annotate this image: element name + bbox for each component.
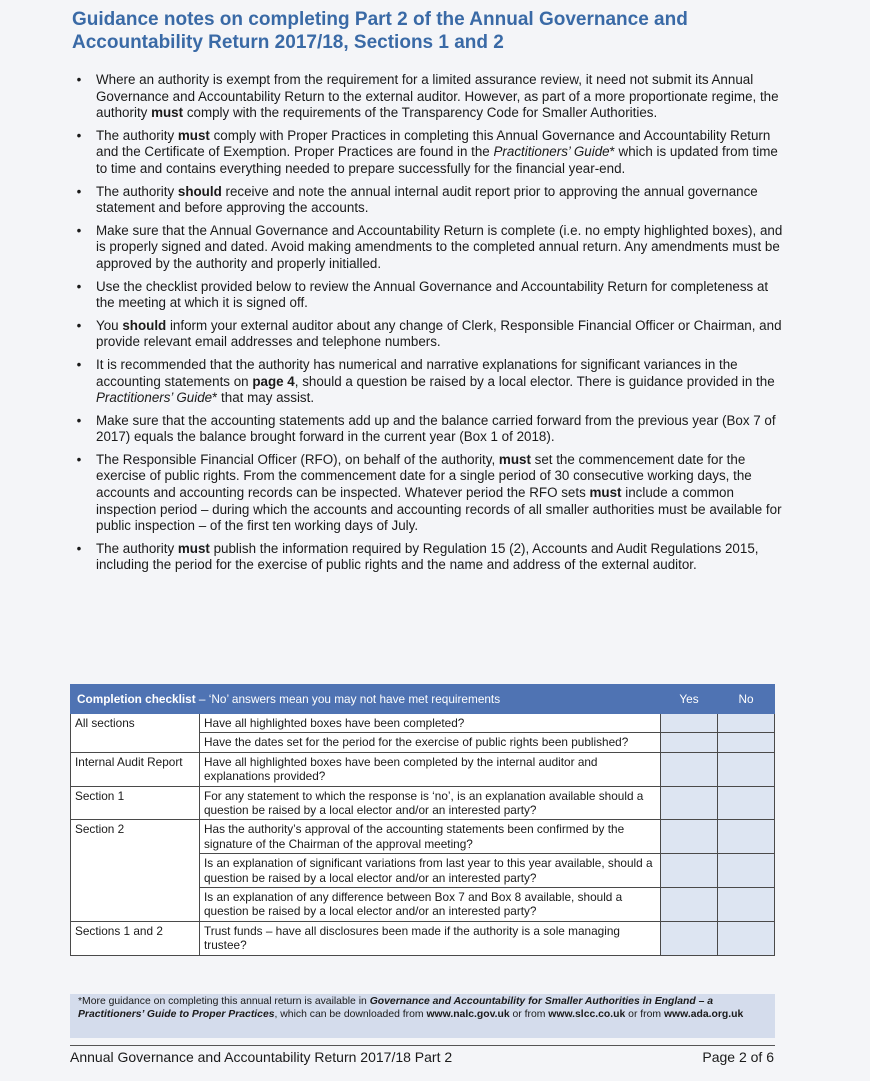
bullet-icon: •: [76, 183, 82, 199]
text-segment: Practitioners’ Guide: [493, 144, 610, 160]
text-segment: It is recommended that the authority has numerical and narrative explanations for significant variances in the accounting statements on: [96, 356, 738, 389]
checklist-yes-box[interactable]: [661, 888, 718, 922]
text-segment: The authority: [96, 183, 178, 199]
bullet-icon: •: [76, 540, 82, 556]
text-segment: * that may assist.: [212, 390, 315, 406]
text-segment: , should a question be raised by a local elector. There is guidance provided in the: [294, 373, 775, 389]
checklist-yes-box[interactable]: [661, 786, 718, 820]
checklist-row: [71, 714, 775, 733]
checklist-no-box[interactable]: [718, 888, 775, 922]
checklist-question: Trust funds – have all disclosures been made if the authority is a sole managing trustee?: [200, 921, 661, 955]
checklist-no-box[interactable]: [718, 714, 775, 733]
checklist-header: [71, 685, 661, 714]
checklist-no-box[interactable]: [718, 786, 775, 820]
text-segment: must: [151, 105, 184, 121]
checklist-question: Is an explanation of any difference between Box 7 and Box 8 available, should a question be raised by a local elector and/or an interested party?: [200, 888, 661, 922]
checklist-question: Have the dates set for the period for the exercise of public rights been published?: [200, 733, 661, 752]
guidance-list: [72, 72, 784, 580]
checklist-no-box[interactable]: [718, 820, 775, 854]
text-segment: receive and note the annual internal audit report prior to approving the annual governance statement and before approving the accounts.: [96, 183, 758, 216]
text-segment: must: [498, 451, 531, 467]
text-segment: You: [96, 317, 123, 333]
text-segment: www.ada.org.uk: [663, 1008, 744, 1020]
bullet-icon: •: [76, 127, 82, 143]
bullet-icon: •: [76, 278, 82, 294]
guidance-bullet: [72, 318, 784, 351]
footer-document-title: Annual Governance and Accountability Return 2017/18 Part 2: [70, 1049, 453, 1065]
text-segment: or from: [509, 1008, 549, 1020]
guidance-bullet: [72, 413, 784, 446]
page-title: Guidance notes on completing Part 2 of the Annual Governance and Accountability Return 2017/18, Sections 1 and 2: [72, 9, 688, 53]
checklist-question: Have all highlighted boxes have been completed?: [200, 714, 661, 733]
text-segment: comply with Proper Practices in completing this Annual Governance and Accountability Return and the Certificate of Exemption. Proper Practices are found in the: [96, 127, 771, 160]
text-segment: , which can be downloaded from: [274, 1008, 427, 1020]
text-segment: Governance and Accountability for Smaller Authorities in England – a Practitioners’ Guide to Proper Practices: [78, 996, 714, 1020]
checklist-question: For any statement to which the response is ‘no’, is an explanation available should a question be raised by a local elector and/or an interested party?: [200, 786, 661, 820]
text-segment: set the commencement date for the exercise of public rights. From the commencement date for a single period of 30 consecutive working days, the accounts and accounting records can be inspected. Whatever period the RFO sets: [96, 451, 752, 501]
checklist-section-label: All sections: [71, 714, 200, 753]
text-segment: Where an authority is exempt from the requirement for a limited assurance review, it need not submit its Annual Governance and Accountability Return to the external auditor. However, as part of a more proportionate regime, the authority: [96, 72, 779, 121]
text-segment: must: [177, 540, 210, 556]
text-segment: Make sure that the accounting statements add up and the balance carried forward from the previous year (Box 7 of 2017) equals the balance brought forward in the current year (Box 1 of 2018).: [96, 412, 776, 445]
guidance-bullet: [72, 452, 784, 535]
text-segment: must: [589, 485, 622, 501]
text-segment: Practitioners’ Guide: [96, 390, 213, 406]
guidance-bullet: [72, 223, 784, 273]
guidance-bullet: [72, 128, 784, 178]
checklist-section-label: Internal Audit Report: [71, 752, 200, 786]
text-segment: comply with the requirements of the Transparency Code for Smaller Authorities.: [183, 105, 658, 121]
no-column-header: No: [718, 685, 775, 714]
checklist-yes-box[interactable]: [661, 714, 718, 733]
text-segment: should: [122, 317, 167, 333]
checklist-header-title: Completion checklist: [77, 691, 196, 706]
text-segment: page 4: [252, 373, 295, 389]
guidance-bullet: [72, 541, 784, 574]
text-segment: The authority: [96, 540, 178, 556]
text-segment: must: [177, 127, 210, 143]
checklist-yes-box[interactable]: [661, 733, 718, 752]
checklist-no-box[interactable]: [718, 854, 775, 888]
checklist-section-label: Sections 1 and 2: [71, 921, 200, 955]
bullet-icon: •: [76, 222, 82, 238]
bullet-icon: •: [76, 72, 82, 87]
checklist-row: [71, 786, 775, 820]
guidance-footnote: [70, 994, 775, 1038]
bullet-icon: •: [76, 451, 82, 467]
text-segment: should: [177, 183, 222, 199]
checklist-no-box[interactable]: [718, 752, 775, 786]
checklist-no-box[interactable]: [718, 921, 775, 955]
checklist-section-label: Section 2: [71, 820, 200, 921]
completion-checklist-table: [70, 684, 775, 956]
checklist-yes-box[interactable]: [661, 921, 718, 955]
text-segment: or from: [625, 1008, 664, 1020]
checklist-row: [71, 752, 775, 786]
checklist-yes-box[interactable]: [661, 820, 718, 854]
footer-divider: [70, 1045, 775, 1046]
checklist-yes-box[interactable]: [661, 752, 718, 786]
checklist-question: Is an explanation of significant variations from last year to this year available, should a question be raised by a local elector and/or an interested party?: [200, 854, 661, 888]
text-segment: Use the checklist provided below to review the Annual Governance and Accountability Return for completeness at the meeting at which it is signed off.: [96, 278, 769, 311]
guidance-bullet: [72, 72, 784, 122]
bullet-icon: •: [76, 356, 82, 372]
text-segment: Make sure that the Annual Governance and Accountability Return is complete (i.e. no empty highlighted boxes), and is properly signed and dated. Avoid making amendments to the completed annual return. Any amendments must be approved by the authority and properly initialled.: [96, 222, 783, 271]
text-segment: * which is updated from time to time and contains everything needed to prepare successfully for the financial year-end.: [96, 144, 778, 176]
checklist-question: Has the authority’s approval of the accounting statements been confirmed by the signature of the Chairman of the approval meeting?: [200, 820, 661, 854]
yes-column-header: Yes: [661, 685, 718, 714]
page-number: Page 2 of 6: [702, 1049, 774, 1065]
bullet-icon: •: [76, 317, 82, 333]
text-segment: include a common inspection period – during which the accounts and accounting records of all smaller authorities must be available for public inspection – of the first ten working days of July.: [96, 485, 782, 534]
bullet-icon: •: [76, 412, 82, 428]
checklist-section-label: Section 1: [71, 786, 200, 820]
guidance-bullet: [72, 184, 784, 217]
text-segment: The Responsible Financial Officer (RFO), on behalf of the authority,: [96, 451, 499, 467]
text-segment: inform your external auditor about any change of Clerk, Responsible Financial Officer or Chairman, and provide relevant email addresses and telephone numbers.: [96, 317, 782, 350]
text-segment: www.slcc.co.uk: [548, 1008, 626, 1020]
checklist-row: [71, 921, 775, 955]
text-segment: *More guidance on completing this annual return is available in: [78, 996, 370, 1007]
guidance-bullet: [72, 357, 784, 407]
checklist-header-subtitle: – ‘No’ answers mean you may not have met requirements: [195, 691, 501, 706]
text-segment: The authority: [96, 127, 178, 143]
checklist-header-row: [71, 685, 775, 714]
text-segment: www.nalc.gov.uk: [426, 1008, 510, 1020]
guidance-bullet: [72, 279, 784, 312]
checklist-yes-box[interactable]: [661, 854, 718, 888]
checklist-no-box[interactable]: [718, 733, 775, 752]
checklist-question: Have all highlighted boxes have been completed by the internal auditor and explanations provided?: [200, 752, 661, 786]
checklist-row: [71, 820, 775, 854]
text-segment: publish the information required by Regulation 15 (2), Accounts and Audit Regulations 2015, including the period for the exercise of public rights and the name and address of the external auditor.: [96, 540, 759, 573]
